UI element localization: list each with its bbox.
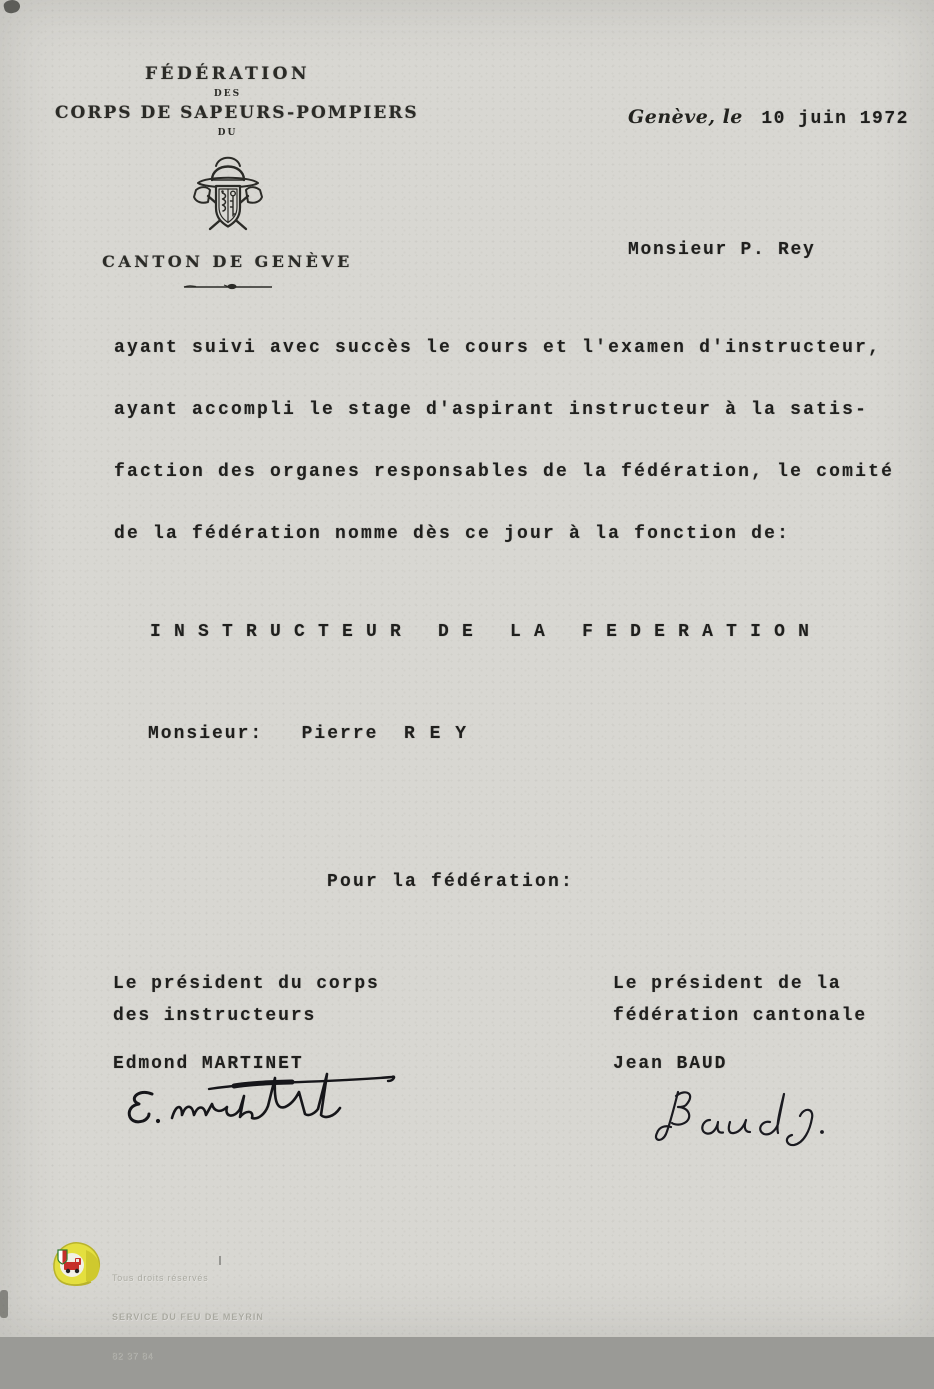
dateline-place: Genève, le <box>628 106 743 128</box>
recipient-line: Monsieur P. Rey <box>628 240 816 260</box>
scan-speck <box>3 0 22 15</box>
letterhead-du: DU <box>217 128 238 138</box>
letterhead <box>55 64 419 296</box>
dateline-date: 10 juin 1972 <box>761 109 909 129</box>
signature-left-role-line2: des instructeurs <box>113 1006 317 1026</box>
letterhead-corps: CORPS DE SAPEURS-POMPIERS <box>55 103 419 123</box>
watermark-text <box>112 1246 264 1389</box>
watermark-line1: Tous droits réservés <box>112 1273 209 1283</box>
signature-block-left <box>113 968 380 1074</box>
dateline <box>628 106 909 129</box>
body-line: de la fédération nomme dès ce jour à la fonction de: <box>114 524 791 544</box>
firefighter-helmet-logo-icon <box>46 1234 106 1299</box>
body-paragraphs <box>114 338 894 586</box>
appointment-title: I N S T R U C T E U R D E L A F E D E R A T I O N <box>150 622 811 642</box>
appointee-line: Monsieur: Pierre R E Y <box>148 724 469 744</box>
signature-right-role-line1: Le président de la <box>613 974 842 994</box>
closing-line: Pour la fédération: <box>327 872 575 892</box>
letterhead-des: DES <box>213 89 242 99</box>
handwritten-signature-martinet <box>112 1062 412 1147</box>
signature-right-role-line2: fédération cantonale <box>613 1006 868 1026</box>
signature-right-name: Jean BAUD <box>613 1054 728 1074</box>
signature-left-role-line1: Le président du corps <box>113 974 380 994</box>
watermark-line3: 82 37 84 <box>112 1351 154 1361</box>
body-line: ayant accompli le stage d'aspirant instructeur à la satis- <box>114 400 869 420</box>
signature-left-name: Edmond MARTINET <box>113 1054 304 1074</box>
watermark-line2: SERVICE DU FEU DE MEYRIN <box>112 1312 264 1322</box>
body-line: faction des organes responsables de la fédération, le comité <box>114 462 895 482</box>
scan-speck <box>0 1290 8 1318</box>
letterhead-federation: FÉDÉRATION <box>144 64 311 84</box>
signature-block-right <box>613 968 867 1074</box>
body-line: ayant suivi avec succès le cours et l'examen d'instructeur, <box>114 338 882 358</box>
letterhead-divider-ornament <box>55 277 400 296</box>
fire-helmet-crossed-axes-shield-icon <box>55 150 400 242</box>
handwritten-signature-baud <box>648 1080 888 1152</box>
letterhead-canton: CANTON DE GENÈVE <box>102 252 353 271</box>
